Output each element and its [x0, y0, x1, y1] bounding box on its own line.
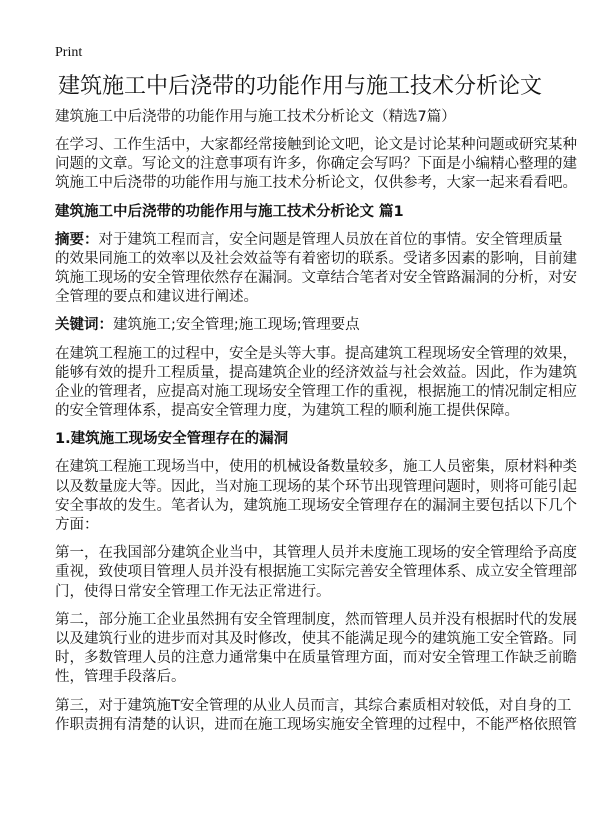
abstract-paragraph — [55, 231, 577, 308]
body-paragraph — [55, 345, 577, 422]
text-line: 门，使得日常安全管理工作无法正常进行。 — [55, 583, 331, 600]
text-line: 筑施工中后浇带的功能作用与施工技术分析论文，仅供参考，大家一起来看看吧。 — [55, 175, 577, 192]
abstract-label: 摘要： — [55, 231, 99, 248]
body-paragraph — [55, 458, 577, 535]
text-line: 在建筑工程施工现场当中，使用的机械设备数量较多，施工人员密集，原材料种类 — [55, 459, 577, 476]
text-line: 安全事故的发生。笔者认为，建筑施工现场安全管理存在的漏洞主要包括以下几个 — [55, 497, 577, 514]
text-line: 以及建筑行业的进步而对其及时修改，使其不能满足现今的建筑施工安全管路。同 — [55, 631, 577, 648]
text-line: 第三，对于建筑施T安全管理的从业人员而言，其综合素质相对较低，对自身的工 — [55, 697, 572, 714]
page-title: 建筑施工中后浇带的功能作用与施工技术分析论文 — [57, 74, 542, 99]
abstract-line: 的效果同施工的效率以及社会效益等有着密切的联系。受诸多因素的影响，目前建 — [55, 250, 577, 267]
keywords-paragraph — [55, 316, 555, 335]
text-line: 在学习、工作生活中，大家都经常接触到论文吧，论文是讨论某种问题或研究某种 — [55, 137, 577, 153]
print-label: Print — [55, 45, 83, 60]
body-paragraph — [55, 697, 577, 735]
body-paragraph — [55, 544, 577, 602]
text-line: 第二，部分施工企业虽然拥有安全管理制度，然而管理人员并没有根据时代的发展 — [55, 611, 577, 628]
section-heading: 1.建筑施工现场安全管理存在的漏洞 — [55, 431, 289, 448]
subtitle: 建筑施工中后浇带的功能作用与施工技术分析论文（精选7篇） — [55, 109, 456, 125]
text-line: 方面： — [55, 517, 99, 534]
text-line: 的安全管理体系，提高安全管理力度，为建筑工程的顺利施工提供保障。 — [55, 403, 519, 420]
document-page — [55, 44, 577, 744]
text-line: 性，管理手段落后。 — [55, 669, 186, 686]
text-line: 企业的管理者，应提高对施工现场安全管理工作的重视，根据施工的情况制定相应 — [55, 384, 577, 401]
text-line: 以及数量庞大等。因此，当对施工现场的某个环节出现管理问题时，则将可能引起 — [55, 478, 577, 495]
keywords: 建筑施工;安全管理;施工现场;管理要点 — [113, 317, 360, 334]
text-line: 在建筑工程施工的过程中，安全是头等大事。提高建筑工程现场安全管理的效果， — [55, 345, 577, 362]
abstract-line: 筑施工现场的安全管理依然存在漏洞。文章结合笔者对安全管路漏洞的分析，对安 — [55, 270, 577, 287]
text-line: 重视，致使项目管理人员并没有根据施工实际完善安全管理体系、成立安全管理部 — [55, 564, 577, 581]
keywords-label: 关键词： — [55, 317, 113, 334]
abstract-line: 对于建筑工程而言，安全问题是管理人员放在首位的事情。安全管理质量 — [98, 231, 563, 248]
body-paragraph — [55, 611, 577, 688]
text-line: 作职责拥有清楚的认识，进而在施工现场实施安全管理的过程中，不能严格依照管 — [55, 716, 577, 733]
text-line: 第一，在我国部分建筑企业当中，其管理人员并未度施工现场的安全管理给予高度 — [55, 545, 577, 562]
section-title: 建筑施工中后浇带的功能作用与施工技术分析论文 篇1 — [55, 203, 404, 220]
intro-paragraph — [55, 136, 577, 194]
abstract-line: 全管理的要点和建议进行阐述。 — [55, 289, 258, 306]
text-line: 能够有效的提升工程质量，提高建筑企业的经济效益与社会效益。因此，作为建筑 — [55, 364, 577, 381]
text-line: 问题的文章。写论文的注意事项有许多，你确定会写吗？下面是小编精心整理的建 — [55, 156, 577, 173]
text-line: 时，多数管理人员的注意力通常集中在质量管理方面，而对安全管理工作缺乏前瞻 — [55, 650, 577, 667]
